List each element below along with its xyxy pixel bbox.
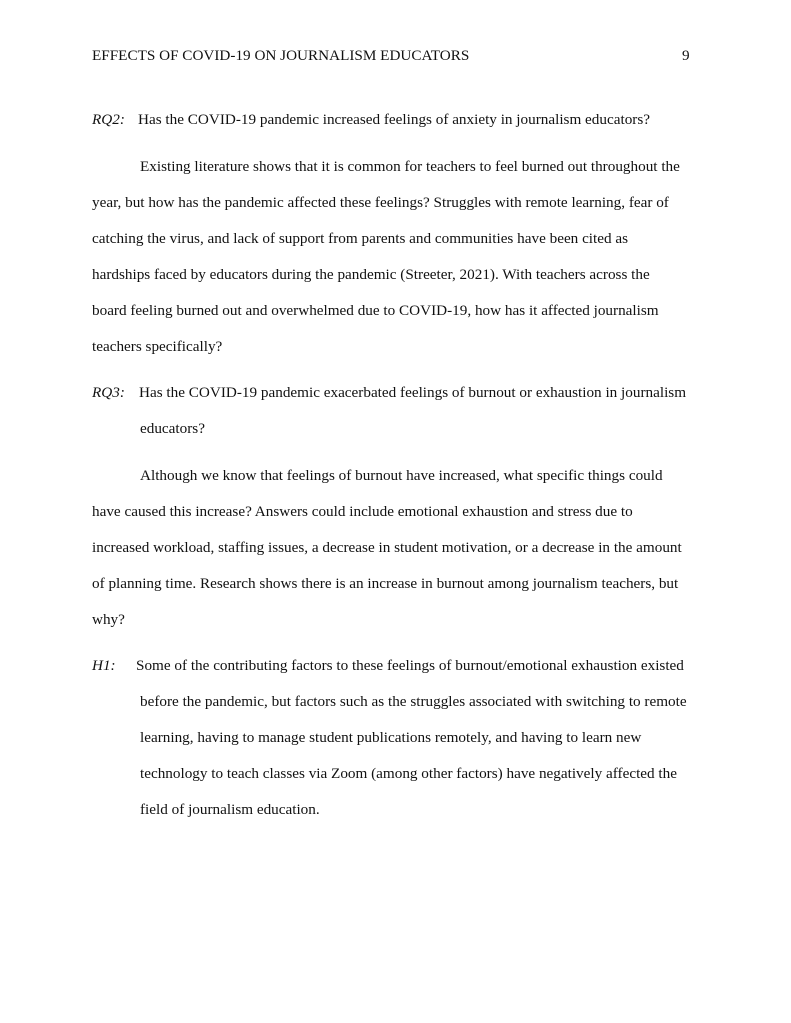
rq3-line: educators?	[140, 420, 205, 437]
para1-line: Existing literature shows that it is common for teachers to feel burned out throughout the	[140, 158, 680, 175]
rq3-line: Has the COVID-19 pandemic exacerbated feelings of burnout or exhaustion in journalism	[139, 384, 687, 401]
para1-line: catching the virus, and lack of support from parents and communities have been cited as	[92, 230, 629, 247]
para2-line: have caused this increase? Answers could include emotional exhaustion and stress due to	[92, 503, 633, 520]
h1-line: Some of the contributing factors to these feelings of burnout/emotional exhaustion existed	[136, 657, 684, 674]
h1-line: field of journalism education.	[140, 801, 320, 818]
rq2-label: RQ2:	[92, 111, 125, 128]
h1-line: learning, having to manage student publications remotely, and having to learn new	[140, 729, 642, 746]
h1-line: technology to teach classes via Zoom (among other factors) have negatively affected the	[140, 765, 677, 782]
rq2-text: Has the COVID-19 pandemic increased feelings of anxiety in journalism educators?	[138, 111, 650, 128]
page-number: 9	[682, 47, 690, 64]
para2-line: why?	[92, 611, 125, 628]
para1-line: board feeling burned out and overwhelmed due to COVID-19, how has it affected journalism	[92, 302, 659, 319]
running-head: EFFECTS OF COVID-19 ON JOURNALISM EDUCATORS	[92, 47, 470, 64]
para1-line: year, but how has the pandemic affected these feelings? Struggles with remote learning, fear of	[92, 194, 669, 211]
rq3-label: RQ3:	[92, 384, 125, 401]
para2-line: Although we know that feelings of burnout have increased, what specific things could	[140, 467, 663, 484]
para2-line: of planning time. Research shows there is an increase in burnout among journalism teachers, but	[92, 575, 679, 592]
para1-line: teachers specifically?	[92, 338, 223, 355]
para1-line: hardships faced by educators during the pandemic (Streeter, 2021). With teachers across the	[92, 266, 650, 283]
para2-line: increased workload, staffing issues, a decrease in student motivation, or a decrease in the amount	[92, 539, 682, 556]
h1-line: before the pandemic, but factors such as the struggles associated with switching to remote	[140, 693, 687, 710]
h1-label: H1:	[92, 657, 116, 674]
